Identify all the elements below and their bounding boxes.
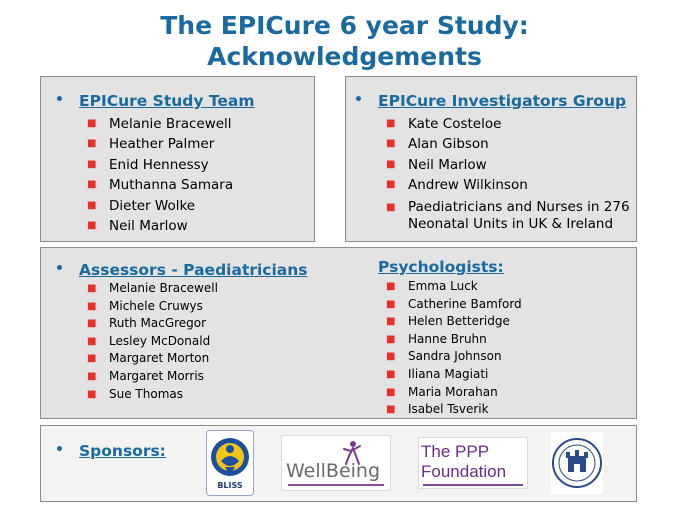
list-item-text: Sandra Johnson — [408, 349, 502, 364]
ppp-label-line-1: The PPP — [421, 442, 490, 461]
list-item: ■ Alan Gibson — [386, 134, 630, 154]
list-item — [386, 199, 630, 233]
list-item-text: Neil Marlow — [109, 218, 188, 235]
bullet-icon: ■ — [386, 368, 396, 380]
list-item-text: Michele Cruwys — [109, 298, 203, 313]
list-item — [386, 348, 522, 366]
list-item — [386, 331, 522, 349]
list-item-text: Helen Betteridge — [408, 314, 510, 329]
bullet-icon: ■ — [386, 281, 396, 292]
bliss-logo — [206, 430, 254, 496]
list-item — [87, 368, 218, 386]
bullet-icon: ■ — [386, 351, 396, 363]
bullet-icon: ■ — [386, 386, 396, 398]
bullet-icon: ■ — [386, 298, 396, 310]
bullet-icon: ■ — [386, 316, 396, 328]
title-line-1: The EPICure 6 year Study: — [160, 11, 529, 40]
bullet-icon: ■ — [87, 370, 97, 382]
bullet-icon: ■ — [87, 158, 97, 170]
bullet-icon: ■ — [87, 388, 97, 400]
bullet-icon: • — [55, 261, 64, 277]
list-item: ■ Neil Marlow — [386, 155, 630, 175]
list-item-text: Melanie Bracewell — [109, 116, 232, 132]
list-item — [87, 155, 233, 175]
university-of-nottingham-logo — [551, 432, 603, 494]
bullet-icon: ■ — [87, 199, 97, 211]
list-item-text: Enid Hennessy — [109, 156, 209, 173]
investigators-box — [345, 76, 637, 242]
investigators-heading: EPICure Investigators Group — [378, 92, 627, 110]
list-item — [386, 313, 522, 331]
list-item — [87, 386, 218, 404]
bullet-icon: ■ — [386, 158, 396, 170]
study-team-box — [40, 76, 315, 242]
list-item-text: Emma Luck — [408, 279, 478, 293]
bullet-icon: ■ — [87, 318, 97, 330]
list-item — [386, 366, 522, 384]
ppp-label-line-2: Foundation — [421, 462, 507, 481]
bullet-icon: ■ — [386, 201, 396, 213]
wellbeing-label: WellBeing — [286, 460, 381, 482]
wellbeing-underline — [288, 484, 384, 486]
bullet-icon: ■ — [386, 179, 396, 191]
title-line-2: Acknowledgements — [207, 42, 482, 71]
list-item-text: Margaret Morris — [109, 368, 204, 383]
bullet-icon: ■ — [87, 283, 97, 294]
list-item — [87, 280, 218, 298]
wellbeing-logo — [281, 435, 391, 491]
list-item: ■ Kate Costeloe — [386, 114, 630, 134]
assessors-list — [87, 280, 218, 403]
investigators-extra-line-2: Neonatal Units in UK & Ireland — [408, 215, 614, 232]
bullet-icon: • — [55, 92, 64, 108]
ppp-underline — [423, 484, 523, 486]
investigators-list — [386, 114, 630, 233]
list-item-text: Ruth MacGregor — [109, 316, 207, 331]
list-item-text: Isabel Tsverik — [408, 402, 489, 417]
list-item — [87, 333, 218, 351]
list-item-text: Sue Thomas — [109, 386, 183, 401]
bullet-icon: ■ — [87, 220, 97, 232]
psychologists-heading: Psychologists: — [378, 258, 504, 276]
bullet-icon: ■ — [87, 353, 97, 365]
list-item — [87, 216, 233, 236]
ppp-foundation-logo — [418, 437, 528, 489]
list-item-text: Iliana Magiati — [408, 366, 489, 381]
study-team-heading: EPICure Study Team — [79, 92, 255, 110]
bullet-icon: ■ — [87, 179, 97, 191]
bullet-icon: ■ — [87, 335, 97, 347]
bullet-icon: ■ — [386, 404, 396, 416]
bullet-icon: ■ — [87, 300, 97, 312]
bullet-icon: ■ — [386, 138, 396, 150]
list-item — [386, 278, 522, 296]
assessors-psychologists-box — [40, 247, 637, 419]
list-item-text: Maria Morahan — [408, 384, 498, 399]
bullet-icon: ■ — [87, 138, 97, 150]
assessors-heading: Assessors - Paediatricians — [79, 261, 308, 279]
list-item: ■ Andrew Wilkinson — [386, 175, 630, 195]
study-team-list — [87, 114, 233, 236]
list-item-text: Lesley McDonald — [109, 333, 211, 348]
bullet-icon: • — [55, 442, 64, 458]
page-title — [0, 10, 689, 72]
list-item — [87, 298, 218, 316]
bullet-icon: ■ — [87, 118, 97, 129]
bullet-icon: • — [354, 92, 363, 108]
bliss-label: BLISS — [217, 481, 243, 490]
list-item-text: Catherine Bamford — [408, 296, 522, 311]
list-item — [87, 196, 233, 216]
university-seal-icon — [551, 432, 603, 494]
list-item-text: Muthanna Samara — [109, 177, 234, 194]
list-item-text: Hanne Bruhn — [408, 331, 487, 346]
investigators-extra-line-1: Paediatricians and Nurses in 276 — [408, 198, 630, 215]
list-item — [87, 114, 233, 134]
list-item — [87, 350, 218, 368]
list-item-text: Melanie Bracewell — [109, 281, 218, 295]
bullet-icon: ■ — [386, 333, 396, 345]
list-item — [386, 296, 522, 314]
list-item — [87, 134, 233, 154]
bullet-icon: ■ — [386, 118, 396, 129]
list-item — [386, 384, 522, 402]
list-item-text: Margaret Morton — [109, 351, 210, 366]
list-item — [87, 175, 233, 195]
list-item-text: Heather Palmer — [109, 136, 215, 153]
list-item — [386, 401, 522, 419]
sponsors-heading: Sponsors: — [79, 442, 166, 460]
list-item — [87, 315, 218, 333]
psychologists-list — [386, 278, 522, 419]
list-item-text: Dieter Wolke — [109, 197, 196, 214]
